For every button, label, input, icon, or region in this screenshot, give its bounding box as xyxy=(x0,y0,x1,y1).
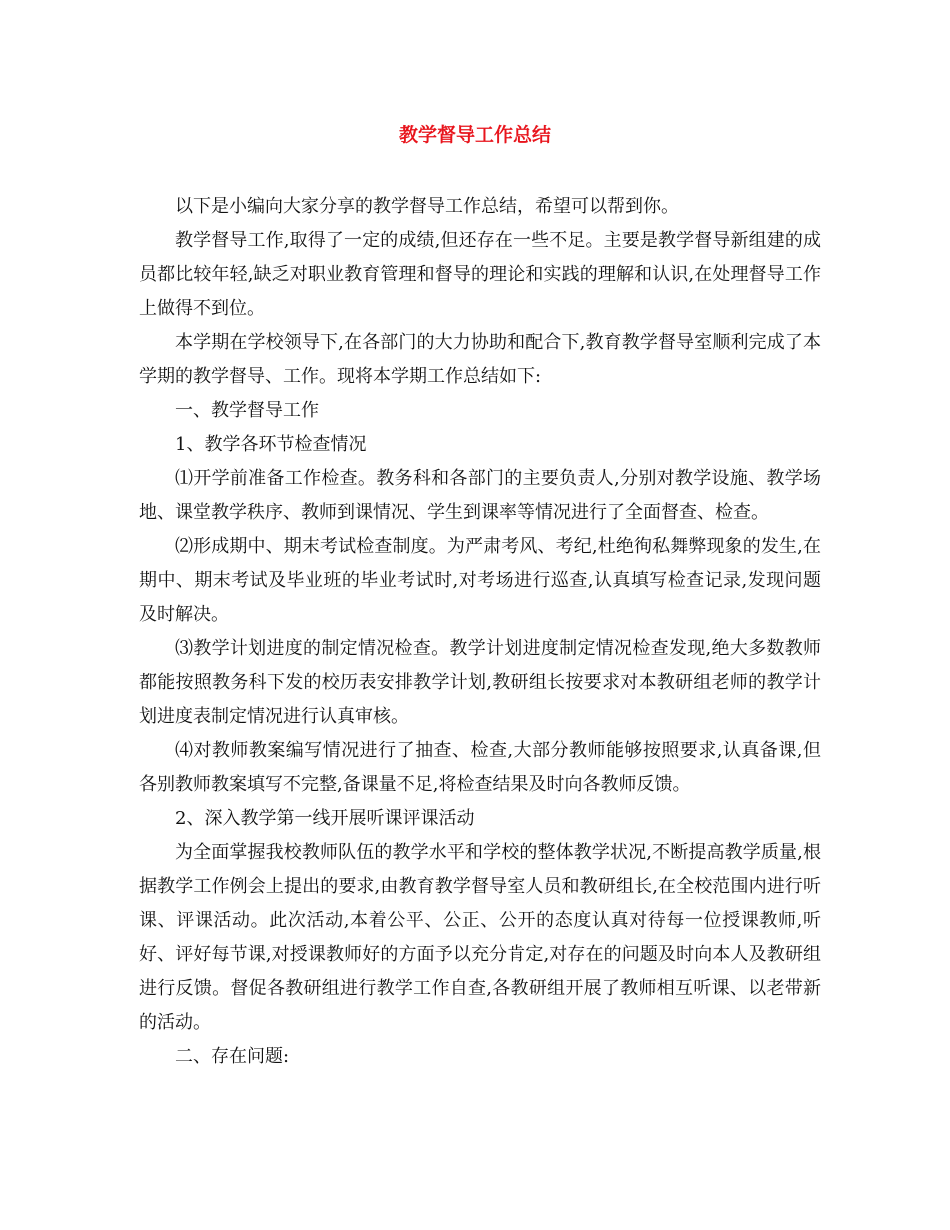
paragraph-item-1: ⑴开学前准备工作检查。教务科和各部门的主要负责人,分别对教学设施、教学场地、课堂教学秩序、教师到课情况、学生到课率等情况进行了全面督查、检查。 xyxy=(139,468,821,523)
paragraph-intro: 以下是小编向大家分享的教学督导工作总结，希望可以帮到你。 xyxy=(175,196,679,217)
subsection-heading-1: 1、教学各环节检查情况 xyxy=(175,434,367,455)
document-body xyxy=(139,190,821,1074)
section-heading-2: 二、存在问题: xyxy=(175,1046,290,1067)
document-title: 教学督导工作总结 xyxy=(398,124,551,146)
paragraph-summary: 教学督导工作,取得了一定的成绩,但还存在一些不足。主要是教学督导新组建的成员都比较年轻,缺乏对职业教育管理和督导的理论和实践的理解和认识,在处理督导工作上做得不到位。 xyxy=(139,230,821,319)
paragraph-semester: 本学期在学校领导下,在各部门的大力协助和配合下,教育教学督导室顺利完成了本学期的教学督导、工作。现将本学期工作总结如下: xyxy=(139,332,821,387)
paragraph-item-3: ⑶教学计划进度的制定情况检查。教学计划进度制定情况检查发现,绝大多数教师都能按照教务科下发的校历表安排教学计划,教研组长按要求对本教研组老师的教学计划进度表制定情况进行认真审核。 xyxy=(139,638,821,727)
paragraph-lecture-review: 为全面掌握我校教师队伍的教学水平和学校的整体教学状况,不断提高教学质量,根据教学工作例会上提出的要求,由教育教学督导室人员和教研组长,在全校范围内进行听课、评课活动。此次活动,本着公平、公正、公开的态度认真对待每一位授课教师,听好、评好每节课,对授课教师好的方面予以充分肯定,对存在的问题及时向本人及教研组进行反馈。督促各教研组进行教学工作自查,各教研组开展了教师相互听课、以老带新的活动。 xyxy=(139,842,821,1033)
section-heading-1: 一、教学督导工作 xyxy=(175,400,319,421)
paragraph-item-2: ⑵形成期中、期末考试检查制度。为严肃考风、考纪,杜绝徇私舞弊现象的发生,在期中、期末考试及毕业班的毕业考试时,对考场进行巡查,认真填写检查记录,发现问题及时解决。 xyxy=(139,536,821,625)
subsection-heading-2: 2、深入教学第一线开展听课评课活动 xyxy=(175,808,475,829)
paragraph-item-4: ⑷对教师教案编写情况进行了抽查、检查,大部分教师能够按照要求,认真备课,但各别教师教案填写不完整,备课量不足,将检查结果及时向各教师反馈。 xyxy=(139,740,821,795)
